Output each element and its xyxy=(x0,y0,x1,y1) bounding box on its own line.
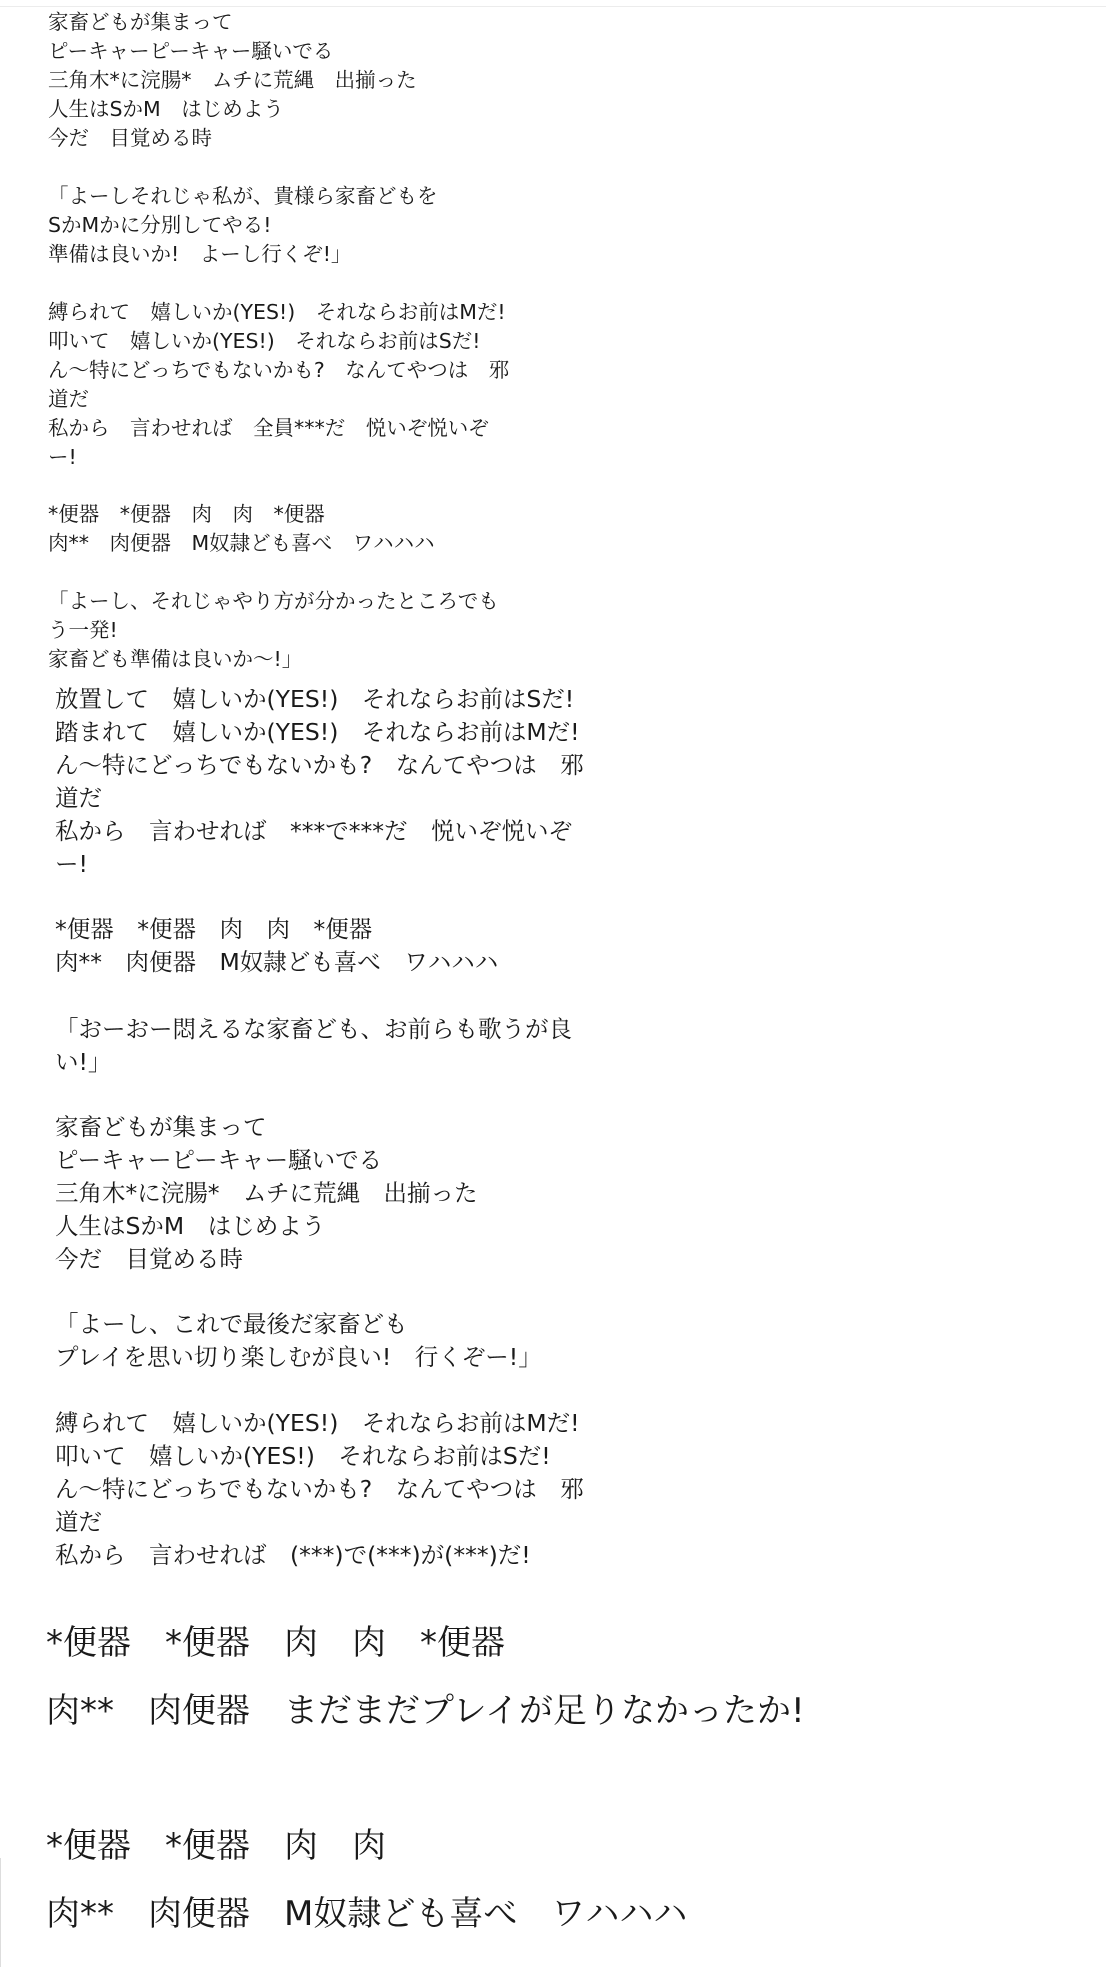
lyric-line: SかMかに分別してやる! xyxy=(48,213,272,237)
lyric-line: プレイを思い切り楽しむが良い! 行くぞー!」 xyxy=(55,1343,542,1371)
stanza-4 xyxy=(48,500,1048,558)
lyric-line: 「よーし、それじゃやり方が分かったところでも xyxy=(48,589,499,613)
lyric-line: ん～特にどっちでもないかも? なんてやつは 邪 xyxy=(55,751,584,779)
lyric-line: 縛られて 嬉しいか(YES!) それならお前はMだ! xyxy=(55,1409,580,1437)
lyric-line: 道だ xyxy=(55,784,102,812)
lyric-line: ー! xyxy=(48,445,77,469)
lyric-line: 今だ 目覚める時 xyxy=(48,126,212,150)
lyric-line: 私から 言わせれば (***)で(***)が(***)だ! xyxy=(55,1541,531,1569)
stanza-12 xyxy=(46,1609,1046,1745)
lyric-line: 肉** 肉便器 M奴隷ども喜べ ワハハハ xyxy=(55,948,499,976)
lyric-line: 家畜どもが集まって xyxy=(55,1113,267,1141)
stanza-9 xyxy=(55,1111,1055,1276)
lyric-line: ん～特にどっちでもないかも? なんてやつは 邪 xyxy=(48,358,510,382)
lyric-line: 人生はSかM はじめよう xyxy=(48,97,284,121)
stanza-11 xyxy=(55,1407,1055,1572)
lyric-line: 肉** 肉便器 M奴隷ども喜べ ワハハハ xyxy=(46,1894,688,1934)
stanza-8 xyxy=(55,1013,1055,1079)
lyric-line: 踏まれて 嬉しいか(YES!) それならお前はMだ! xyxy=(55,718,580,746)
stanza-2 xyxy=(48,182,1048,269)
lyric-line: 三角木*に浣腸* ムチに荒縄 出揃った xyxy=(55,1179,478,1207)
lyric-line: 準備は良いか! よーし行くぞ!」 xyxy=(48,242,352,266)
lyric-line: *便器 *便器 肉 肉 *便器 xyxy=(48,502,325,526)
lyric-line: 今だ 目覚める時 xyxy=(55,1245,243,1273)
lyric-line: 肉** 肉便器 M奴隷ども喜べ ワハハハ xyxy=(48,531,435,555)
stanza-10 xyxy=(55,1308,1055,1374)
lyric-line: ピーキャーピーキャー騒いでる xyxy=(55,1146,383,1174)
lyric-line: 人生はSかM はじめよう xyxy=(55,1212,326,1240)
lyric-line: ー! xyxy=(55,850,88,878)
lyric-line: 三角木*に浣腸* ムチに荒縄 出揃った xyxy=(48,68,417,92)
top-divider xyxy=(0,0,1106,7)
stanza-13 xyxy=(46,1812,1046,1948)
stanza-1 xyxy=(48,8,1048,153)
lyric-line: い!」 xyxy=(55,1048,112,1076)
lyric-line: 家畜ども準備は良いか～!」 xyxy=(48,647,303,671)
lyric-line: 縛られて 嬉しいか(YES!) それならお前はMだ! xyxy=(48,300,506,324)
lyric-line: ピーキャーピーキャー騒いでる xyxy=(48,39,334,63)
lyric-line: 叩いて 嬉しいか(YES!) それならお前はSだ! xyxy=(55,1442,551,1470)
stanza-3 xyxy=(48,298,1048,472)
lyric-line: 「よーし、これで最後だ家畜ども xyxy=(55,1310,408,1338)
lyric-line: 私から 言わせれば 全員***だ 悦いぞ悦いぞ xyxy=(48,416,489,440)
lyric-line: *便器 *便器 肉 肉 *便器 xyxy=(55,915,373,943)
lyric-line: 道だ xyxy=(55,1508,102,1536)
left-border xyxy=(0,1858,1,1967)
lyric-line: う一発! xyxy=(48,618,118,642)
lyric-line: 私から 言わせれば ***で***だ 悦いぞ悦いぞ xyxy=(55,817,572,845)
stanza-5 xyxy=(48,587,1048,674)
lyric-line: 道だ xyxy=(48,387,89,411)
lyric-line: 「おーおー悶えるな家畜ども、お前らも歌うが良 xyxy=(55,1015,572,1043)
lyric-line: 叩いて 嬉しいか(YES!) それならお前はSだ! xyxy=(48,329,481,353)
lyric-line: 放置して 嬉しいか(YES!) それならお前はSだ! xyxy=(55,685,575,713)
lyric-line: *便器 *便器 肉 肉 xyxy=(46,1826,386,1866)
lyric-line: ん～特にどっちでもないかも? なんてやつは 邪 xyxy=(55,1475,584,1503)
lyric-line: 「よーしそれじゃ私が、貴様ら家畜どもを xyxy=(48,184,438,208)
lyric-line: *便器 *便器 肉 肉 *便器 xyxy=(46,1623,505,1663)
lyric-line: 肉** 肉便器 まだまだプレイが足りなかったか! xyxy=(46,1691,805,1731)
stanza-7 xyxy=(55,913,1055,979)
lyric-line: 家畜どもが集まって xyxy=(48,10,233,34)
stanza-6 xyxy=(55,683,1055,881)
